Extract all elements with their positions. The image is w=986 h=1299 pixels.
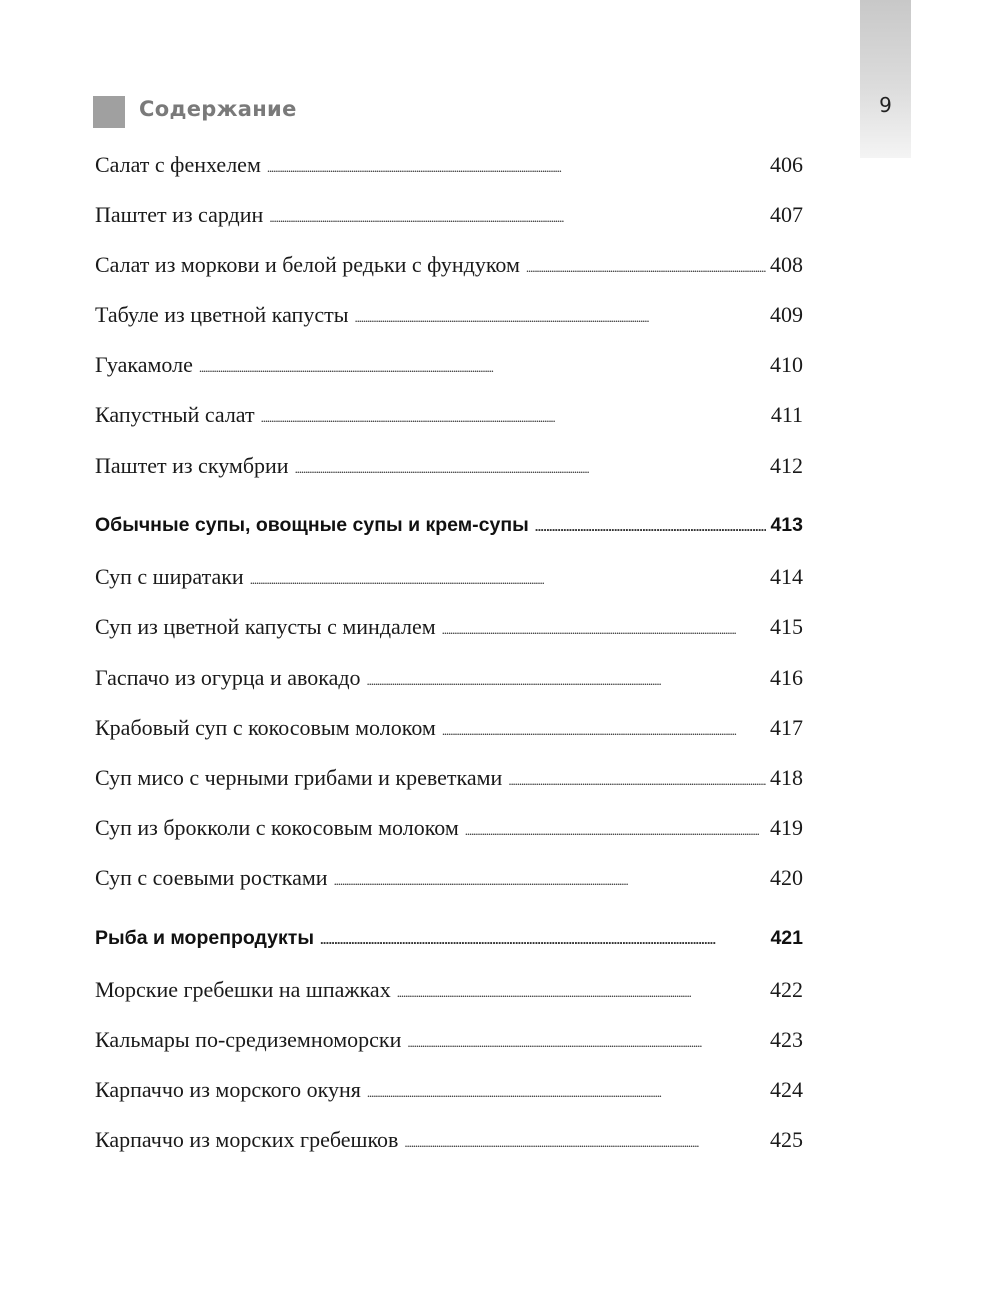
header-square-icon xyxy=(93,96,125,128)
toc-section[interactable] xyxy=(95,927,803,959)
toc-entry-page: 410 xyxy=(770,352,803,377)
toc-entry[interactable] xyxy=(95,402,803,434)
toc-leader-dots xyxy=(526,261,766,274)
toc-leader-dots xyxy=(404,1136,766,1149)
page-edge-tab xyxy=(860,0,911,158)
toc-entry[interactable] xyxy=(95,715,803,747)
toc-entry-title: Суп с соевыми ростками xyxy=(95,865,328,890)
toc-entry-title: Суп мисо с черными грибами и креветками xyxy=(95,765,503,790)
toc-entry[interactable] xyxy=(95,152,803,184)
toc-entry-title: Крабовый суп с кокосовым молоком xyxy=(95,715,436,740)
toc-entry[interactable] xyxy=(95,564,803,596)
toc-leader-dots xyxy=(250,573,766,586)
toc-entry-title: Суп из цветной капусты с миндалем xyxy=(95,614,436,639)
toc-entry[interactable] xyxy=(95,352,803,384)
toc-entry[interactable] xyxy=(95,765,803,797)
toc-entry-page: 408 xyxy=(770,252,803,277)
toc-entry[interactable] xyxy=(95,202,803,234)
toc-entry-title: Капустный салат xyxy=(95,402,255,427)
toc-entry[interactable] xyxy=(95,252,803,284)
toc-leader-dots xyxy=(397,986,766,999)
toc-entry-title: Табуле из цветной капусты xyxy=(95,302,349,327)
toc-entry-title: Суп из брокколи с кокосовым молоком xyxy=(95,815,459,840)
toc-entry[interactable] xyxy=(95,614,803,646)
toc-leader-dots xyxy=(407,1036,766,1049)
toc-leader-dots xyxy=(199,361,766,374)
toc-entry-page: 415 xyxy=(770,614,803,639)
toc-entry-title: Кальмары по-средиземноморски xyxy=(95,1027,402,1052)
toc-entry-title: Паштет из сардин xyxy=(95,202,264,227)
toc-leader-dots xyxy=(367,674,766,687)
toc-leader-dots xyxy=(320,933,766,946)
toc-leader-dots xyxy=(269,211,766,224)
toc-entry[interactable] xyxy=(95,865,803,897)
toc-entry-title: Гаспачо из огурца и авокадо xyxy=(95,665,361,690)
toc-entry[interactable] xyxy=(95,815,803,847)
toc-section-title: Обычные супы, овощные супы и крем-супы xyxy=(95,514,529,536)
page-title: Содержание xyxy=(139,97,297,121)
toc-entry-page: 419 xyxy=(770,815,803,840)
toc-leader-dots xyxy=(367,1086,766,1099)
toc-entry-page: 412 xyxy=(770,453,803,478)
toc-section[interactable] xyxy=(95,514,803,546)
toc-section-title: Рыба и морепродукты xyxy=(95,927,314,949)
toc-entry[interactable] xyxy=(95,1077,803,1109)
page-number: 9 xyxy=(879,93,892,117)
toc-entry-title: Салат из моркови и белой редьки с фундуком xyxy=(95,252,520,277)
toc-entry-page: 425 xyxy=(770,1127,803,1152)
toc-entry[interactable] xyxy=(95,977,803,1009)
toc-entry-page: 423 xyxy=(770,1027,803,1052)
toc-entry-page: 407 xyxy=(770,202,803,227)
toc-entry[interactable] xyxy=(95,453,803,485)
toc-entry-page: 417 xyxy=(770,715,803,740)
toc-leader-dots xyxy=(535,520,767,533)
toc-leader-dots xyxy=(354,311,766,324)
toc-entry-page: 416 xyxy=(770,665,803,690)
toc-leader-dots xyxy=(334,874,766,887)
toc-leader-dots xyxy=(261,411,767,424)
toc-entry-page: 420 xyxy=(770,865,803,890)
toc-entry-title: Морские гребешки на шпажках xyxy=(95,977,391,1002)
toc-entry-page: 409 xyxy=(770,302,803,327)
toc-entry[interactable] xyxy=(95,302,803,334)
toc-entry-title: Карпаччо из морских гребешков xyxy=(95,1127,399,1152)
toc-entry-title: Салат с фенхелем xyxy=(95,152,261,177)
toc-leader-dots xyxy=(465,824,766,837)
toc-entry[interactable] xyxy=(95,1027,803,1059)
toc-entry-title: Гуакамоле xyxy=(95,352,193,377)
toc-section-page: 421 xyxy=(770,927,803,949)
toc-entry-title: Суп с ширатаки xyxy=(95,564,244,589)
toc-entry-page: 414 xyxy=(770,564,803,589)
toc-entry[interactable] xyxy=(95,665,803,697)
toc-entry-page: 406 xyxy=(770,152,803,177)
toc-entry-page: 422 xyxy=(770,977,803,1002)
toc-leader-dots xyxy=(442,623,766,636)
toc-leader-dots xyxy=(508,774,766,787)
toc-leader-dots xyxy=(295,462,766,475)
toc-entry-page: 424 xyxy=(770,1077,803,1102)
toc-section-page: 413 xyxy=(770,514,803,536)
toc-entry[interactable] xyxy=(95,1127,803,1159)
toc-entry-page: 418 xyxy=(770,765,803,790)
toc-entry-title: Карпаччо из морского окуня xyxy=(95,1077,361,1102)
toc-leader-dots xyxy=(442,724,766,737)
toc-leader-dots xyxy=(267,161,766,174)
toc-entry-title: Паштет из скумбрии xyxy=(95,453,289,478)
toc-entry-page: 411 xyxy=(770,402,803,427)
